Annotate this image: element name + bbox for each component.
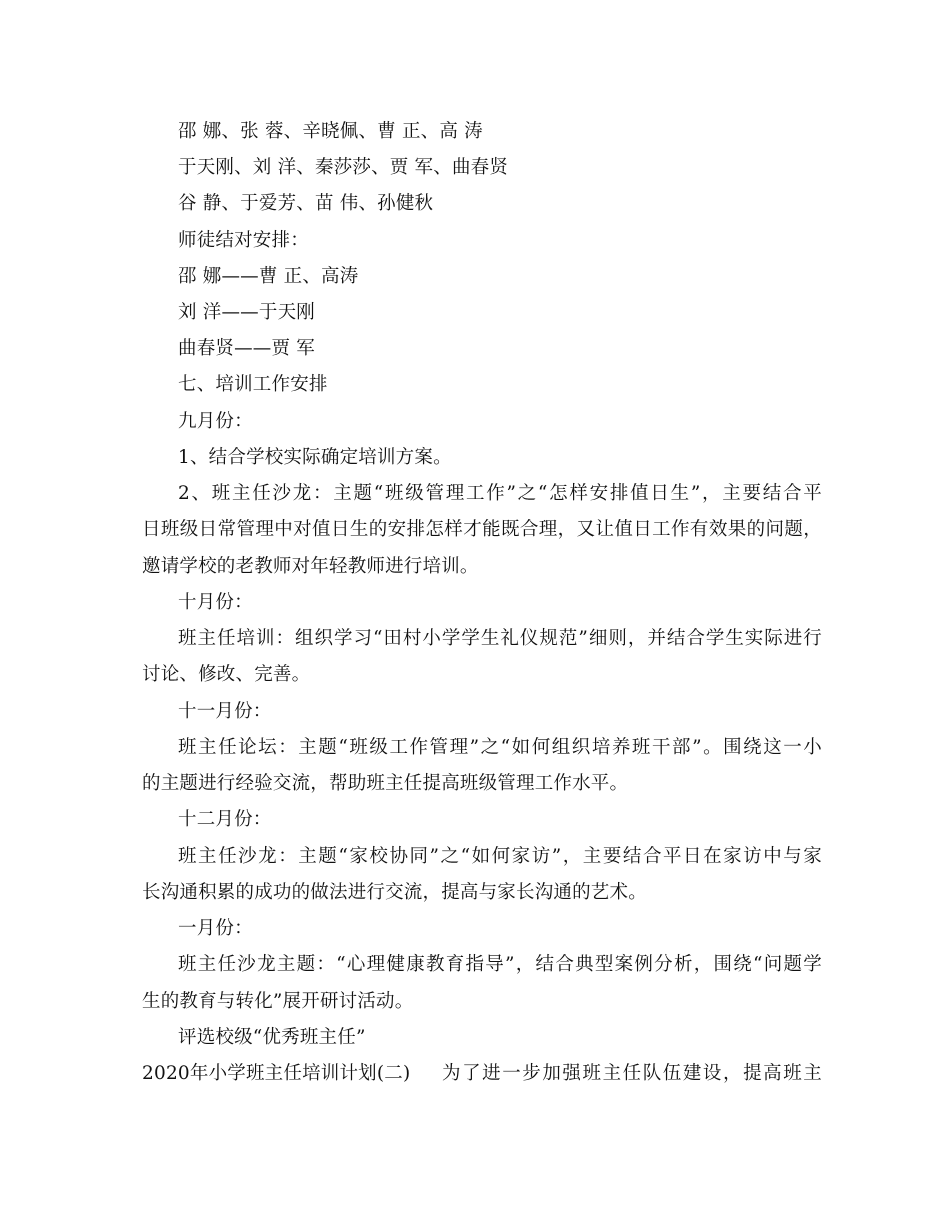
text-line: 班主任论坛：主题“班级工作管理”之“如何组织培养班干部”。围绕这一小	[178, 737, 822, 758]
text-line: 评选校级“优秀班主任”	[178, 1027, 366, 1048]
next-document-text: 为了进一步加强班主任队伍建设，提高班主	[442, 1063, 822, 1084]
text-line: 长沟通积累的成功的做法进行交流，提高与家长沟通的艺术。	[142, 882, 647, 903]
next-document-title: 2020年小学班主任培训计划(二)	[142, 1063, 411, 1084]
month-heading: 十月份：	[178, 592, 253, 613]
text-line: 2、班主任沙龙：主题“班级管理工作”之“怎样安排值日生”，主要结合平	[178, 483, 822, 504]
text-line: 班主任培训：组织学习“田村小学学生礼仪规范”细则，并结合学生实际进行	[178, 628, 822, 649]
text-line: 曲春贤——贾 军	[178, 338, 315, 359]
text-line: 日班级日常管理中对值日生的安排怎样才能既合理，又让值日工作有效果的问题，	[142, 519, 822, 540]
text-line: 1、结合学校实际确定培训方案。	[178, 447, 452, 468]
text-line: 师徒结对安排：	[178, 230, 309, 251]
text-line: 刘 洋——于天刚	[178, 302, 315, 323]
text-line: 班主任沙龙：主题“家校协同”之“如何家访”，主要结合平日在家访中与家	[178, 846, 822, 867]
text-line: 班主任沙龙主题：“心理健康教育指导”，结合典型案例分析，围绕“问题学	[178, 954, 822, 975]
month-heading: 九月份：	[178, 411, 253, 432]
month-heading: 十一月份：	[178, 701, 272, 722]
text-line: 邀请学校的老教师对年轻教师进行培训。	[142, 556, 479, 577]
text-line: 谷 静、于爱芳、苗 伟、孙健秋	[178, 193, 434, 214]
text-line: 生的教育与转化”展开研讨活动。	[142, 991, 414, 1012]
month-heading: 十二月份：	[178, 809, 272, 830]
text-line: 邵 娜——曹 正、高涛	[178, 266, 359, 287]
text-line: 邵 娜、张 蓉、辛晓佩、曹 正、高 涛	[178, 121, 483, 142]
text-line: 讨论、修改、完善。	[142, 664, 311, 685]
month-heading: 一月份：	[178, 918, 253, 939]
section-heading: 七、培训工作安排	[178, 374, 328, 395]
text-line: 的主题进行经验交流，帮助班主任提高班级管理工作水平。	[142, 773, 629, 794]
text-line: 于天刚、刘 洋、秦莎莎、贾 军、曲春贤	[178, 157, 509, 178]
